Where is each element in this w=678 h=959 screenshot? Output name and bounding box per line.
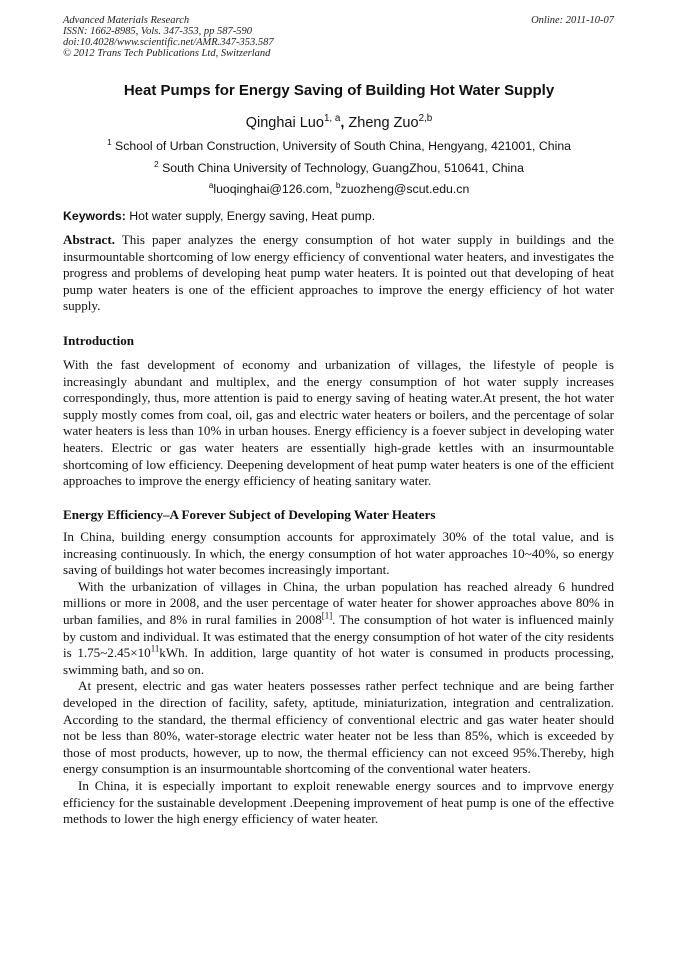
- affiliation-1: [63, 136, 615, 153]
- section-2-paragraph-2: [63, 579, 614, 679]
- affiliation-2-text: South China University of Technology, GuangZhou, 510641, China: [158, 161, 524, 175]
- email-b-sup: b: [335, 179, 341, 190]
- section-2-body: [63, 529, 614, 828]
- author-2: Zheng Zuo: [344, 115, 419, 131]
- author-1-sup: 1, a: [323, 113, 341, 125]
- introduction-body: [63, 357, 614, 490]
- introduction-paragraph: With the fast development of economy and urbanization of villages, the lifestyle of people is increasingly abundant and multiplex, and the energy consumption of hot water supply increases correspondingly, thus, more attention is paid to energy saving of heating water.At present, the hot water supply mostly comes from coal, oil, gas and electric water heaters or boilers, and the percentage of solar water heaters is less than 10% in urban houses. Energy efficiency is a foever subject in developing water heaters. Electric or gas water heaters are essentially high-grade kettles with an insurmountable shortcoming of low efficiency. Deepening development of heat pump water heaters is one of the efficient approaches to improve the energy efficiency of heating sanitary water.: [63, 357, 614, 489]
- paper-title: Heat Pumps for Energy Saving of Building Hot Water Supply: [123, 82, 555, 99]
- abstract: [63, 232, 614, 315]
- abstract-label: Abstract.: [63, 232, 115, 247]
- section-2-paragraph-1: In China, building energy consumption accounts for approximately 30% of the total value, and is increasing continuously. In which, the energy consumption of hot water approaches 10~40%, so energy saving of buildings hot water becomes increasingly important.: [63, 529, 614, 578]
- author-line: [63, 115, 615, 131]
- introduction-heading: Introduction: [63, 333, 135, 348]
- email-b[interactable]: zuozheng@scut.edu.cn: [340, 182, 470, 196]
- keywords-text: Hot water supply, Energy saving, Heat pump.: [125, 209, 376, 223]
- abstract-text: This paper analyzes the energy consumption of hot water supply in buildings and the insurmountable shortcoming of low energy efficiency of conventional water heaters, and investigates the progress and problems of developing heat pump water heaters. It is pointed out that developing of heat pump water heaters is one of the efficient approaches to improve the energy efficiency of hot water supply.: [63, 232, 614, 314]
- exponent: 11: [150, 643, 160, 654]
- keywords-line: [63, 209, 615, 223]
- affiliation-2-sup: 2: [154, 158, 159, 169]
- email-line: [63, 179, 615, 196]
- doi-line: doi:10.4028/www.scientific.net/AMR.347-353.587: [63, 37, 274, 48]
- author-2-sup: 2,b: [418, 113, 433, 125]
- p2-text-c: kWh. In addition, large quantity of hot water is consumed in products processing, swimming bath, and so on.: [63, 645, 614, 677]
- affiliation-1-text: School of Urban Construction, University of South China, Hengyang, 421001, China: [111, 139, 571, 153]
- section-2-heading: Energy Efficiency–A Forever Subject of Developing Water Heaters: [63, 507, 436, 522]
- journal-header: [63, 15, 614, 59]
- citation-ref[interactable]: [1]: [321, 610, 333, 621]
- affiliation-2: [63, 158, 615, 175]
- email-a-sup: a: [208, 179, 214, 190]
- author-1: Qinghai Luo: [245, 115, 324, 131]
- section-2-paragraph-3: At present, electric and gas water heaters possesses rather perfect technique and are being farther developed in the direction of facility, safety, aptitude, miniaturization, integration and centralization. According to the standard, the thermal efficiency of conventional electric and gas water heater should not be less than 80%, water-storage electric water heater not be less than 85%, which is exceeded by those of most products, however, up to now, the thermal efficiency can not exceed 95%.Thereby, high energy consumption is an insurmountable shortcoming of the conventional water heaters.: [63, 678, 614, 777]
- issn-line: ISSN: 1662-8985, Vols. 347-353, pp 587-590: [63, 26, 252, 37]
- author-separator: ,: [340, 115, 345, 131]
- affiliation-1-sup: 1: [106, 136, 112, 147]
- p2-text-b: . The consumption of hot water is influenced mainly by custom and individual. It was estimated that the energy consumption of hot water of the city residents is 1.75~2.45×10: [63, 611, 614, 661]
- keywords-label: Keywords:: [63, 209, 126, 223]
- section-2-paragraph-4: In China, it is especially important to exploit renewable energy sources and to imprvove energy efficiency for the sustainable development .Deepening improvement of heat pump is one of the effective methods to lower the high energy efficiency of water heater.: [63, 777, 614, 827]
- copyright-line: © 2012 Trans Tech Publications Ltd, Switzerland: [63, 48, 271, 59]
- online-date: Online: 2011-10-07: [531, 15, 614, 26]
- email-a[interactable]: luoqinghai@126.com,: [213, 182, 336, 196]
- p2-text-a: With the urbanization of villages in China, the urban population has reached already 6 hundred millions or more in 2008, and the user percentage of water heater for shower approaches above 80% in urban families, and 8% in rural families in 2008: [63, 578, 614, 627]
- journal-name: Advanced Materials Research: [63, 15, 190, 26]
